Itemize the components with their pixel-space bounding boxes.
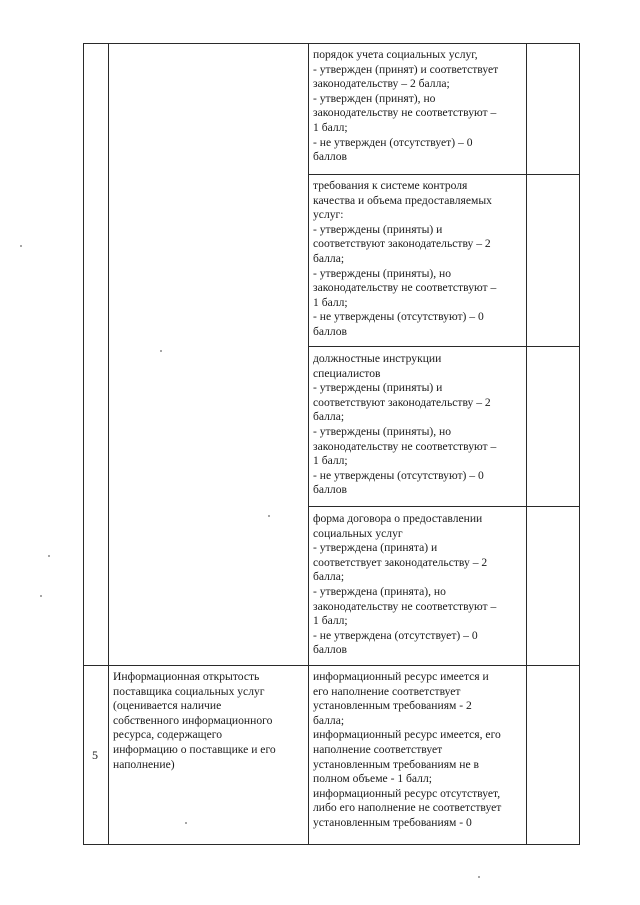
row-divider-4 <box>83 665 580 666</box>
scoring-cell-2: требования к системе контроля качества и объема предоставляемых услуг: - утверждены (приняты) и соответствуют законодательству – 2 балла; - утверждены (приняты), но законодательству не соответствуют – 1 балл; - не утверждены (отсутствуют) – 0 баллов <box>313 179 497 338</box>
table-border-right <box>579 43 580 845</box>
scan-speck <box>478 876 480 878</box>
column-divider-criterion <box>308 43 309 845</box>
scoring-cell-3: должностные инструкции специалистов - утверждены (приняты) и соответствуют законодательству – 2 балла; - утверждены (приняты), но законодательству не соответствуют – 1 балл; - не утверждены (отсутствуют) – 0 баллов <box>313 352 497 497</box>
scan-speck <box>40 595 42 597</box>
scan-speck <box>268 515 270 517</box>
row-divider-3 <box>308 506 580 507</box>
scoring-cell-1: порядок учета социальных услуг, - утвержден (принят) и соответствует законодательству – 2 балла; - утвержден (принят), но законодательству не соответствуют – 1 балл; - не утвержден (отсутствует) – 0 баллов <box>313 48 499 164</box>
scan-speck <box>48 555 50 557</box>
table-border-bottom <box>83 844 580 845</box>
scan-speck <box>160 350 162 352</box>
row-divider-2 <box>308 346 580 347</box>
row-divider-1 <box>308 174 580 175</box>
column-divider-number <box>108 43 109 845</box>
criterion-cell-5: Информационная открытость поставщика социальных услуг (оценивается наличие собственного информационного ресурса, содержащего информацию о поставщике и его наполнение) <box>113 670 276 771</box>
row-number: 5 <box>92 748 98 762</box>
scan-speck <box>185 822 187 824</box>
scan-speck <box>20 245 22 247</box>
column-divider-scoring <box>526 43 527 845</box>
scoring-cell-5: информационный ресурс имеется и его наполнение соответствует установленным требованиям - 2 балла; информационный ресурс имеется, его наполнение соответствует установленным требованиям не в полном объеме - 1 балл; информационный ресурс отсутствует, либо его наполнение не соответствует установленным требованиям - 0 <box>313 670 502 829</box>
table-border-top <box>83 43 580 44</box>
table-border-left <box>83 43 84 845</box>
scoring-cell-4: форма договора о предоставлении социальных услуг - утверждена (принята) и соответствует законодательству – 2 балла; - утверждена (принята), но законодательству не соответствуют – 1 балл; - не утверждена (отсутствует) – 0 баллов <box>313 512 497 657</box>
